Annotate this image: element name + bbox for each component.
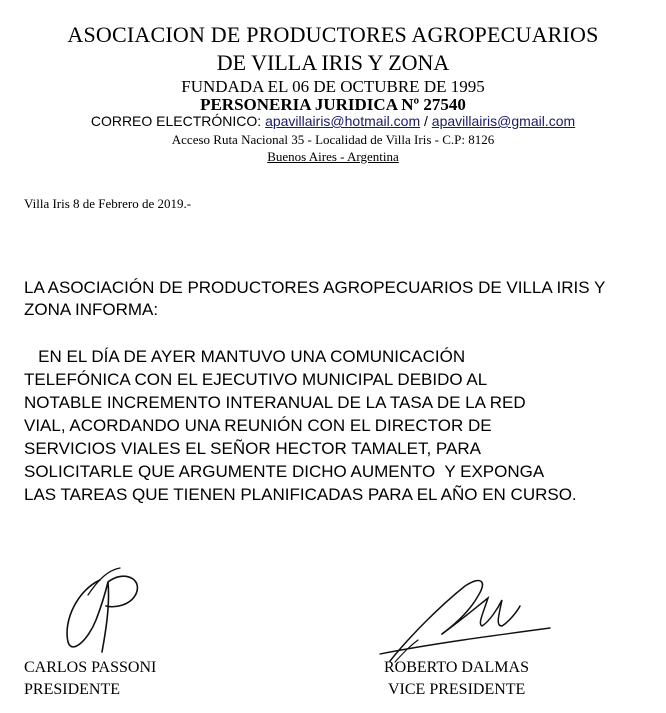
email-label: CORREO ELECTRÓNICO: [90, 113, 266, 129]
signatory-1-name: CARLOS PASSONI [24, 659, 157, 676]
body-paragraph [24, 345, 644, 506]
body-line: LAS TAREAS QUE TIENEN PLANIFICADAS PARA EL AÑO EN CURSO. [24, 485, 577, 504]
location-line [0, 149, 666, 165]
letter-date: Villa Iris 8 de Febrero de 2019.- [24, 196, 192, 211]
email-link-hotmail[interactable]: apavillairis@hotmail.com [265, 113, 421, 129]
intro-paragraph: LA ASOCIACIÓN DE PRODUCTORES AGROPECUARIOS DE VILLA IRIS Y ZONA INFORMA: [24, 278, 606, 319]
legal-registration: PERSONERIA JURIDICA Nº 27540 [200, 95, 466, 114]
email-line [0, 113, 666, 129]
signatory-1-role: PRESIDENTE [24, 681, 120, 698]
signatory-2-role: VICE PRESIDENTE [388, 681, 526, 698]
org-name-line1: ASOCIACION DE PRODUCTORES AGROPECUARIOS [67, 22, 599, 47]
email-link-gmail[interactable]: apavillairis@gmail.com [431, 113, 576, 129]
body-line: SERVICIOS VIALES EL SEÑOR HECTOR TAMALET, PARA [24, 439, 481, 458]
body-line: SOLICITARLE QUE ARGUMENTE DICHO AUMENTO Y EXPONGA [24, 462, 545, 481]
body-line: NOTABLE INCREMENTO INTERANUAL DE LA TASA DE LA RED [24, 393, 526, 412]
address: Acceso Ruta Nacional 35 - Localidad de Villa Iris - C.P: 8126 [171, 132, 495, 147]
body-line: TELEFÓNICA CON EL EJECUTIVO MUNICIPAL DEBIDO AL [24, 370, 488, 389]
body-line: EN EL DÍA DE AYER MANTUVO UNA COMUNICACIÓN [24, 347, 466, 366]
signatory-2-name: ROBERTO DALMAS [384, 659, 529, 676]
email-separator: / [420, 113, 432, 129]
founded-date: FUNDADA EL 06 DE OCTUBRE DE 1995 [181, 77, 485, 96]
location: Buenos Aires - Argentina [267, 149, 399, 164]
signature-passoni [48, 560, 158, 660]
org-name-line2: DE VILLA IRIS Y ZONA [216, 50, 450, 75]
body-line: VIAL, ACORDANDO UNA REUNIÓN CON EL DIRECTOR DE [24, 416, 492, 435]
